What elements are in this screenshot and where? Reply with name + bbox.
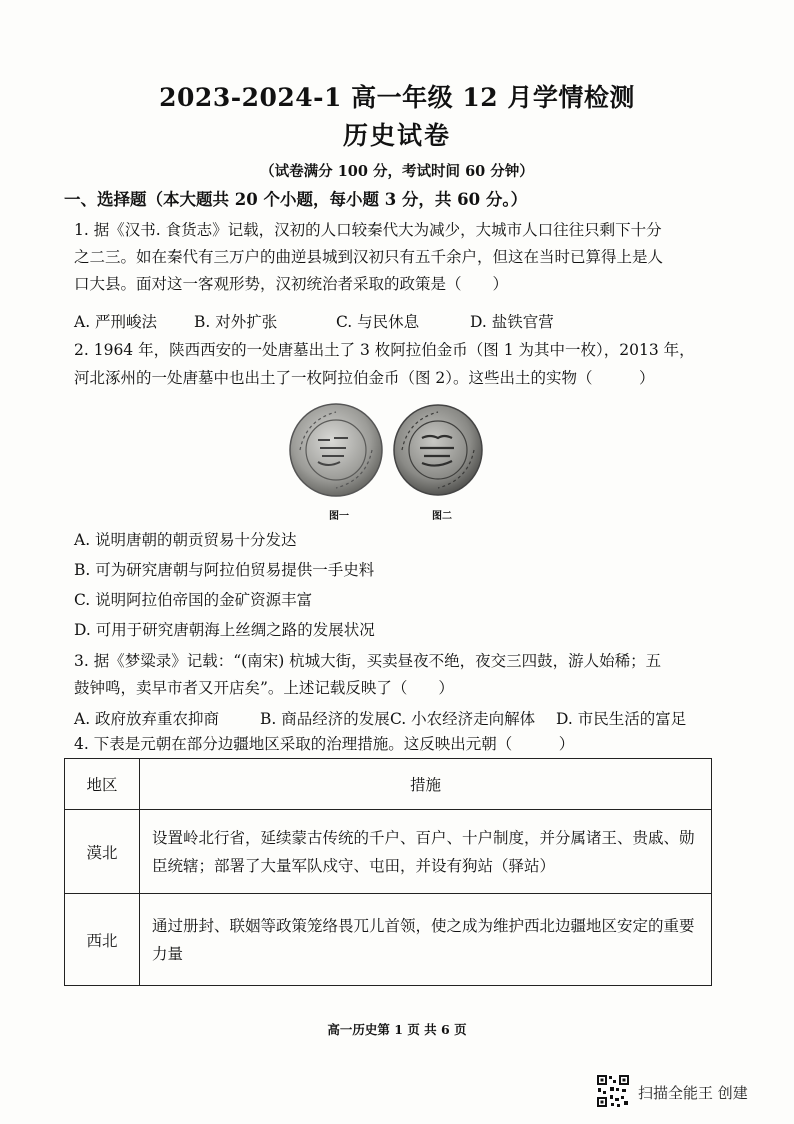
table-cell-region: 西北 bbox=[65, 894, 140, 986]
table-row bbox=[65, 894, 712, 986]
figure-caption-2: 图二 bbox=[432, 511, 452, 522]
coin-one bbox=[290, 404, 382, 496]
coin-two bbox=[394, 405, 482, 495]
table-cell-measure: 设置岭北行省，延续蒙古传统的千户、百户、十户制度，并分属诸王、贵戚、勋臣统辖；部署了大量军队戍守、屯田，并设有狗站（驿站） bbox=[140, 810, 712, 894]
q1-option-c: C. 与民休息 bbox=[336, 313, 420, 331]
q2-option-a: A. 说明唐朝的朝贡贸易十分发达 bbox=[74, 531, 297, 549]
q1-option-d: D. 盐铁官营 bbox=[470, 313, 554, 331]
exam-subject: 历史试卷 bbox=[342, 121, 451, 150]
arabic-gold-coins-photo bbox=[288, 400, 488, 500]
q2-option-b: B. 可为研究唐朝与阿拉伯贸易提供一手史料 bbox=[74, 561, 375, 579]
q1-option-a: A. 严刑峻法 bbox=[74, 313, 158, 331]
table-header-measure: 措施 bbox=[140, 759, 712, 810]
q2-stem-line1: 2. 1964 年，陕西西安的一处唐墓出土了 3 枚阿拉伯金币（图 1 为其中一枚），2013 年， bbox=[74, 341, 695, 359]
section-heading: 一、选择题（本大题共 20 个小题，每小题 3 分，共 60 分。） bbox=[64, 190, 528, 209]
qr-code-icon bbox=[596, 1074, 630, 1108]
q3-option-b: B. 商品经济的发展 bbox=[260, 710, 390, 728]
q3-option-a: A. 政府放弃重农抑商 bbox=[74, 710, 220, 728]
q2-option-d: D. 可用于研究唐朝海上丝绸之路的发展状况 bbox=[74, 621, 375, 639]
q2-stem-line2: 河北涿州的一处唐墓中也出土了一枚阿拉伯金币（图 2）。这些出土的实物（ ） bbox=[74, 369, 655, 387]
figure-caption-1: 图一 bbox=[329, 511, 349, 522]
q3-stem-line2: 鼓钟鸣，卖早市者又开店矣”。上述记载反映了（ ） bbox=[74, 679, 454, 697]
table-cell-measure: 通过册封、联姻等政策笼络畏兀儿首领，使之成为维护西北边疆地区安定的重要力量 bbox=[140, 894, 712, 986]
scanner-watermark bbox=[596, 1074, 786, 1110]
page-footer: 高一历史第 1 页 共 6 页 bbox=[327, 1022, 467, 1037]
q1-stem-line3: 口大县。面对这一客观形势，汉初统治者采取的政策是（ ） bbox=[74, 275, 509, 293]
table-header-region: 地区 bbox=[65, 759, 140, 810]
table-header-row bbox=[65, 759, 712, 810]
q3-stem-line1: 3. 据《梦粱录》记载：“(南宋) 杭城大街，买卖昼夜不绝，夜交三四鼓，游人始稀；五 bbox=[74, 652, 662, 670]
exam-note: （试卷满分 100 分，考试时间 60 分钟） bbox=[260, 163, 534, 180]
q2-option-c: C. 说明阿拉伯帝国的金矿资源丰富 bbox=[74, 591, 313, 609]
exam-title: 2023-2024-1 高一年级 12 月学情检测 bbox=[159, 83, 635, 112]
table-cell-region: 漠北 bbox=[65, 810, 140, 894]
q4-stem: 4. 下表是元朝在部分边疆地区采取的治理措施。这反映出元朝（ ） bbox=[74, 735, 575, 753]
scanner-watermark-text: 扫描全能王 创建 bbox=[638, 1084, 748, 1102]
q1-stem-line2: 之二三。如在秦代有三万户的曲逆县城到汉初只有五千余户，但这在当时已算得上是人 bbox=[74, 248, 664, 266]
q3-option-d: D. 市民生活的富足 bbox=[556, 710, 687, 728]
q3-option-c: C. 小农经济走向解体 bbox=[390, 710, 536, 728]
q1-option-b: B. 对外扩张 bbox=[194, 313, 278, 331]
q1-stem-line1: 1. 据《汉书. 食货志》记载，汉初的人口较秦代大为减少，大城市人口往往只剩下十分 bbox=[74, 221, 662, 239]
governance-table bbox=[64, 758, 712, 986]
table-row bbox=[65, 810, 712, 894]
